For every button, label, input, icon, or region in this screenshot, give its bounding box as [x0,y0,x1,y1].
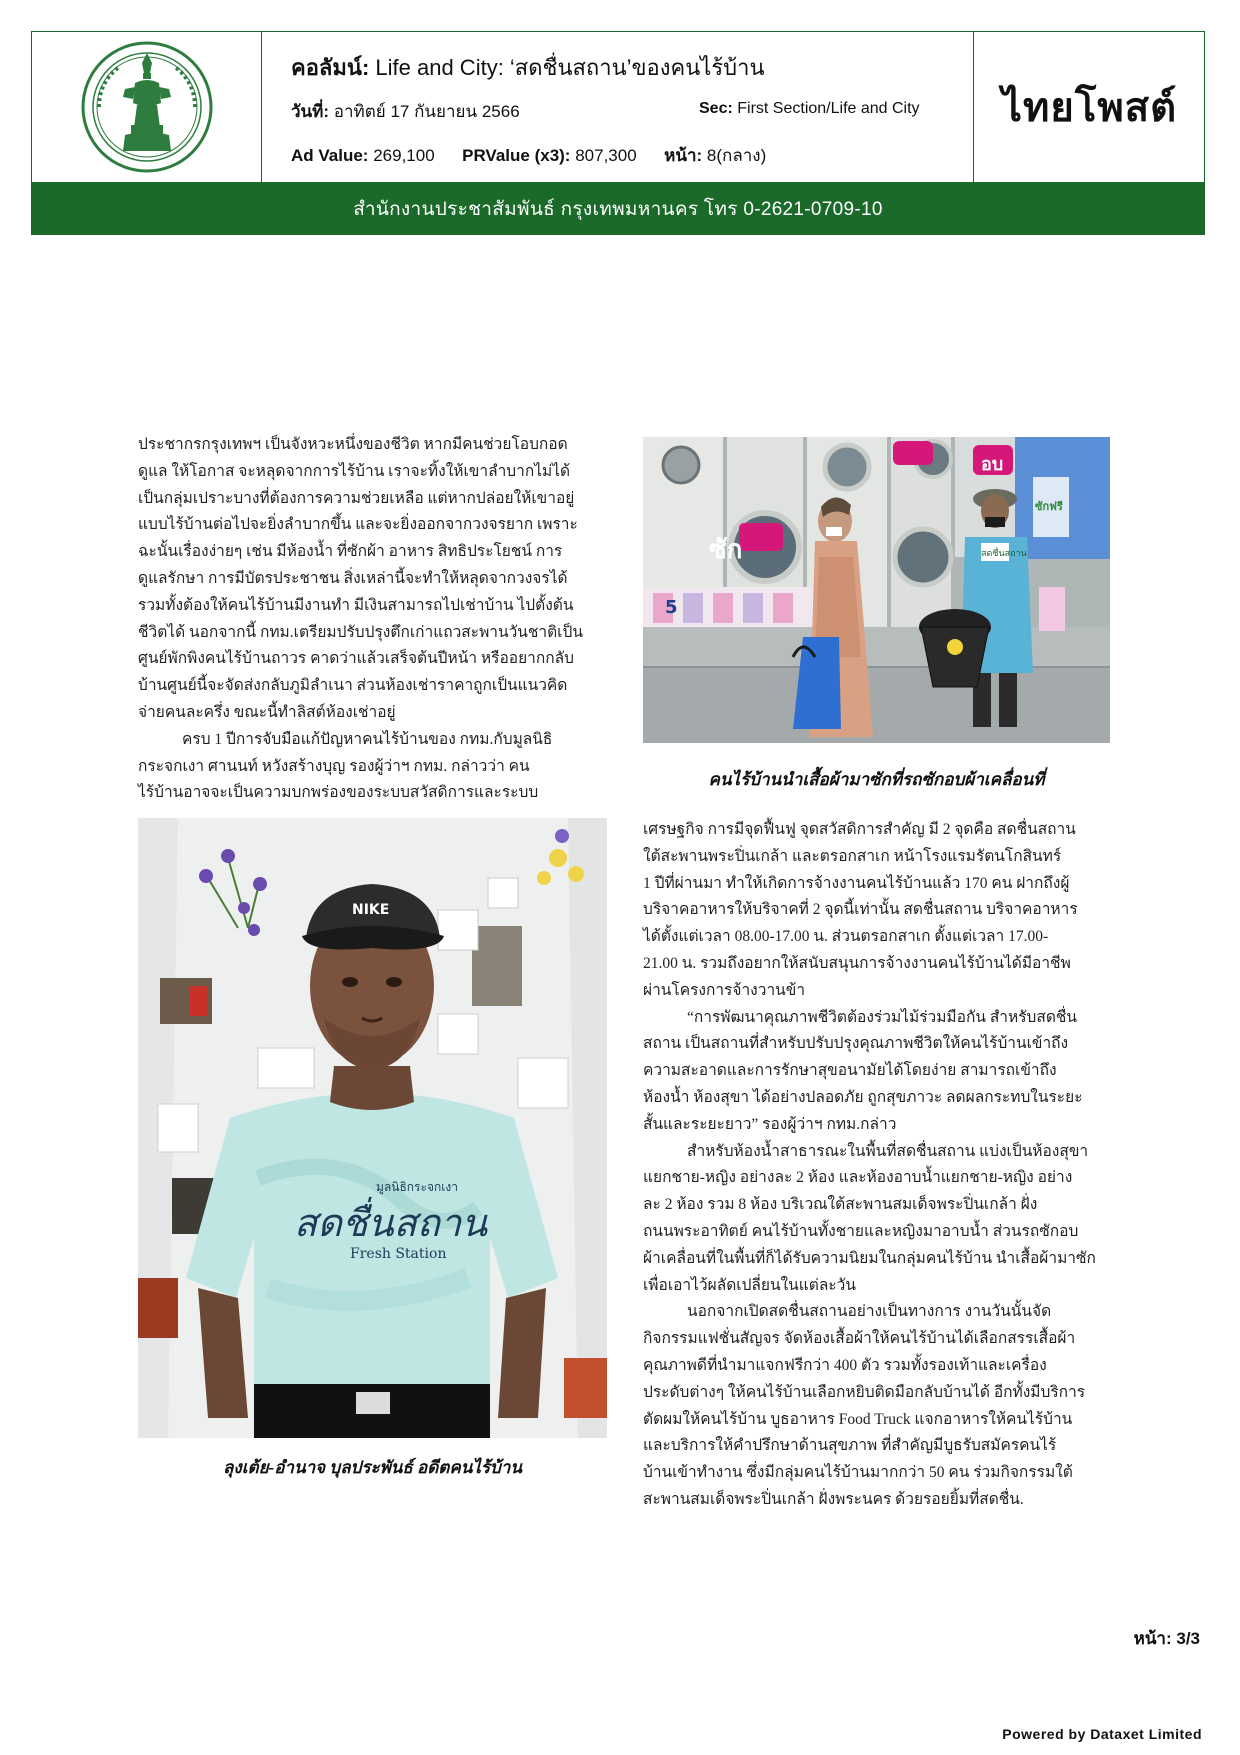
sec-label: Sec: [699,100,733,117]
pr-value-label: PRValue (x3): [462,146,571,165]
article-line: 21.00 น. รวมถึงอยากให้สนับสนุนการจ้างงานคนไร้บ้านได้มีอาชีพ [643,954,1071,972]
article-line: ดูแลรักษา การมีบัตรประชาชน สิ่งเหล่านี้จะทำให้หลุดจากวงจรได้ [138,569,568,587]
article-line: คุณภาพดีที่นำมาแจกฟรีกว่า 400 ตัว รวมทั้งรองเท้าและเครื่อง [643,1356,1047,1374]
article-line: บริจาคอาหารให้บริจาคที่ 2 จุดนี้เท่านั้น สดชื่นสถาน บริจาคอาหาร [643,901,1078,919]
portrait-photo [138,818,607,1438]
article-line: สั้นและระยะยาว” รองผู้ว่าฯ กทม.กล่าว [643,1115,897,1133]
column-title-row [291,50,765,85]
ad-value-label: Ad Value: [291,146,369,165]
article-line: ดูแล ให้โอกาส จะหลุดจากการไร้บ้าน เราจะทิ้งให้เขาลำบากไม่ได้ [138,462,571,480]
section-row [699,100,920,118]
date-label: วันที่: [291,102,330,121]
article-line: ประชากรกรุงเทพฯ เป็นจังหวะหนึ่งของชีวิต หากมีคนช่วยโอบกอด [138,436,568,453]
laundry-truck-photo [643,437,1110,743]
photo1-caption: คนไร้บ้านนำเสื้อผ้ามาซักที่รถซักอบผ้าเคลื่อนที่ [708,770,1045,789]
wash-sign: ซัก [709,535,743,565]
ad-value: 269,100 [373,146,435,165]
office-contact-text: สำนักงานประชาสัมพันธ์ กรุงเทพมหานคร โทร 0-2621-0709-10 [353,199,883,220]
office-contact-bar [31,183,1205,235]
article-line: ประดับต่างๆ ให้คนไร้บ้านเลือกหยิบติดมือกลับบ้านได้ อีกทั้งมีบริการ [643,1383,1086,1401]
article-line: ความสะอาดและการรักษาสุขอนามัยได้โดยง่าย สามารถเข้าถึง [643,1062,1057,1080]
article-line: สถาน เป็นสถานที่สำหรับปรับปรุงคุณภาพชีวิตให้คนไร้บ้านเข้าถึง [643,1035,1069,1053]
article-line: ฉะนั้นเรื่องง่ายๆ เช่น มีห้องน้ำ ที่ซักผ้า อาหาร สิทธิประโยชน์ การ [138,543,563,561]
page-number: หน้า: 3/3 [1133,1629,1200,1648]
article-line: กิจกรรมแฟชั่นสัญจร จัดห้องเสื้อผ้าให้คนไร้บ้านได้เลือกสรรเสื้อผ้า [643,1330,1076,1348]
powered-by: Powered by Dataxet Limited [1002,1726,1202,1742]
shirt-english-text: Fresh Station [350,1246,447,1262]
newspaper-name: ไทยโพสต์ [1001,85,1178,131]
clipping-header [31,31,1205,183]
article-line: สำหรับห้องน้ำสาธารณะในพื้นที่สดชื่นสถาน แบ่งเป็นห้องสุขา [687,1142,1089,1160]
article-line: เศรษฐกิจ การมีจุดฟื้นฟู จุดสวัสดิการสำคัญ มี 2 จุดคือ สดชื่นสถาน [643,821,1076,838]
sec-value: First Section/Life and City [737,100,920,117]
machine-number: 5 [665,597,678,618]
photo2-caption: ลุงเต้ย-อำนาจ บุลประพันธ์ อดีตคนไร้บ้าน [223,1458,522,1477]
article-line: ห้องน้ำ ห้องสุขา ได้อย่างปลอดภัย ถูกสุขภาวะ ลดผลกระทบในระยะ [643,1088,1083,1106]
article-line: เพื่อเอาไว้ผลัดเปลี่ยนในแต่ละวัน [643,1276,856,1294]
article-line: ได้ตั้งแต่เวลา 08.00-17.00 น. ส่วนตรอกสาเก ตั้งแต่เวลา 17.00- [643,928,1049,946]
shirt-small-text: มูลนิธิกระจกเงา [376,1180,458,1194]
article-line: ครบ 1 ปีการจับมือแก้ปัญหาคนไร้บ้านของ กทม.กับมูลนิธิ [182,730,553,748]
cap-logo: NIKE [352,902,390,918]
newspaper-logo [973,32,1205,182]
pr-value: 807,300 [575,146,637,165]
bma-seal-icon [79,39,215,175]
article-line: ละ 2 ห้อง รวม 8 ห้อง บริเวณใต้สะพานสมเด็จพระปิ่นเกล้า ฝั่ง [643,1196,1038,1214]
article-line: บ้านเข้าทำงาน ซึ่งมีกลุ่มคนไร้บ้านมากกว่า 50 คน ร่วมกิจกรรมใต้ [643,1464,1073,1482]
article-line: แบบไร้บ้านต่อไปจะยิ่งลำบากขึ้น และจะยิ่งออกจากวงจรยาก เพราะ [138,516,578,534]
shirt-big-text: สดชื่นสถาน [294,1201,488,1245]
dry-sign: อบ [981,454,1004,475]
article-line: ผ้าเคลื่อนที่ในพื้นที่ก็ได้รับความนิยมในกลุ่มคนไร้บ้าน นำเสื้อผ้ามาซัก [643,1249,1096,1267]
page-value: 8(กลาง) [706,146,767,165]
date-value: อาทิตย์ 17 กันยายน 2566 [333,102,520,121]
value-row [291,142,766,169]
article-line: และบริการให้คำปรึกษาด้านสุขภาพ ที่สำคัญมีบูธรับสมัครคนไร้ [643,1437,1057,1455]
article-line: ศูนย์พักพิงคนไร้บ้านถาวร คาดว่าแล้วเสร็จต้นปีหน้า หรืออยากกลับ [138,650,574,668]
clipping-metadata [261,32,973,182]
article-line: ชีวิตได้ นอกจากนี้ กทม.เตรียมปรับปรุงตึกเก่าแถวสะพานวันชาติเป็น [138,623,583,641]
article-line: ไร้บ้านอาจจะเป็นความบกพร่องของระบบสวัสดิการและระบบ [138,784,539,802]
article-line: รวมทั้งต้องให้คนไร้บ้านมีงานทำ มีเงินสามารถไปเช่าบ้าน ไปตั้งต้น [138,596,574,614]
article-line: ตัดผมให้คนไร้บ้าน บูธอาหาร Food Truck แจกอาหารให้คนไร้บ้าน [643,1410,1073,1428]
article-line: นอกจากเปิดสดชื่นสถานอย่างเป็นทางการ งานวันนั้นจัด [687,1303,1052,1321]
column-label: คอลัมน์: [291,55,370,80]
bma-seal-logo [32,32,262,182]
article-line: ใต้สะพานพระปิ่นเกล้า และตรอกสาเก หน้าโรงแรมรัตนโกสินทร์ [643,847,1062,865]
door-sign: ซักฟรี [1035,500,1063,513]
article-left-column [138,432,606,807]
page-label: หน้า: [664,146,703,165]
article-line: ผ่านโครงการจ้างวานข้า [643,981,806,999]
article-line: สะพานสมเด็จพระปิ่นเกล้า ฝั่งพระนคร ด้วยรอยยิ้มที่สดชื่น. [643,1490,1024,1508]
column-title: Life and City: ‘สดชื่นสถาน’ของคนไร้บ้าน [375,55,765,80]
article-line: ถนนพระอาทิตย์ คนไร้บ้านทั้งชายและหญิงมาอาบน้ำ ส่วนรถซักอบ [643,1222,1079,1240]
article-line: จ่ายคนละครึ่ง ขณะนี้ทำลิสต์ห้องเช่าอยู่ [138,703,396,721]
date-row [291,98,520,125]
apron-logo: สดชื่นสถาน [981,549,1027,559]
article-line: บ้านศูนย์นี้จะจัดส่งกลับภูมิลำเนา ส่วนห้องเช่าราคาถูกเป็นแนวคิด [138,677,568,695]
article-right-column [643,817,1118,1514]
article-line: กระจกเงา ศานนท์ หวังสร้างบุญ รองผู้ว่าฯ กทม. กล่าวว่า คน [138,757,530,775]
article-line: เป็นกลุ่มเปราะบางที่ต้องการความช่วยเหลือ แต่หากปล่อยให้เขาอยู่ [138,489,575,507]
article-line: “การพัฒนาคุณภาพชีวิตต้องร่วมไม้ร่วมมือกัน สำหรับสดชื่น [687,1008,1078,1026]
article-line: แยกชาย-หญิง อย่างละ 2 ห้อง และห้องอาบน้ำแยกชาย-หญิง อย่าง [643,1169,1073,1187]
article-line: 1 ปีที่ผ่านมา ทำให้เกิดการจ้างงานคนไร้บ้านแล้ว 170 คน ฝากถึงผู้ [643,874,1070,892]
